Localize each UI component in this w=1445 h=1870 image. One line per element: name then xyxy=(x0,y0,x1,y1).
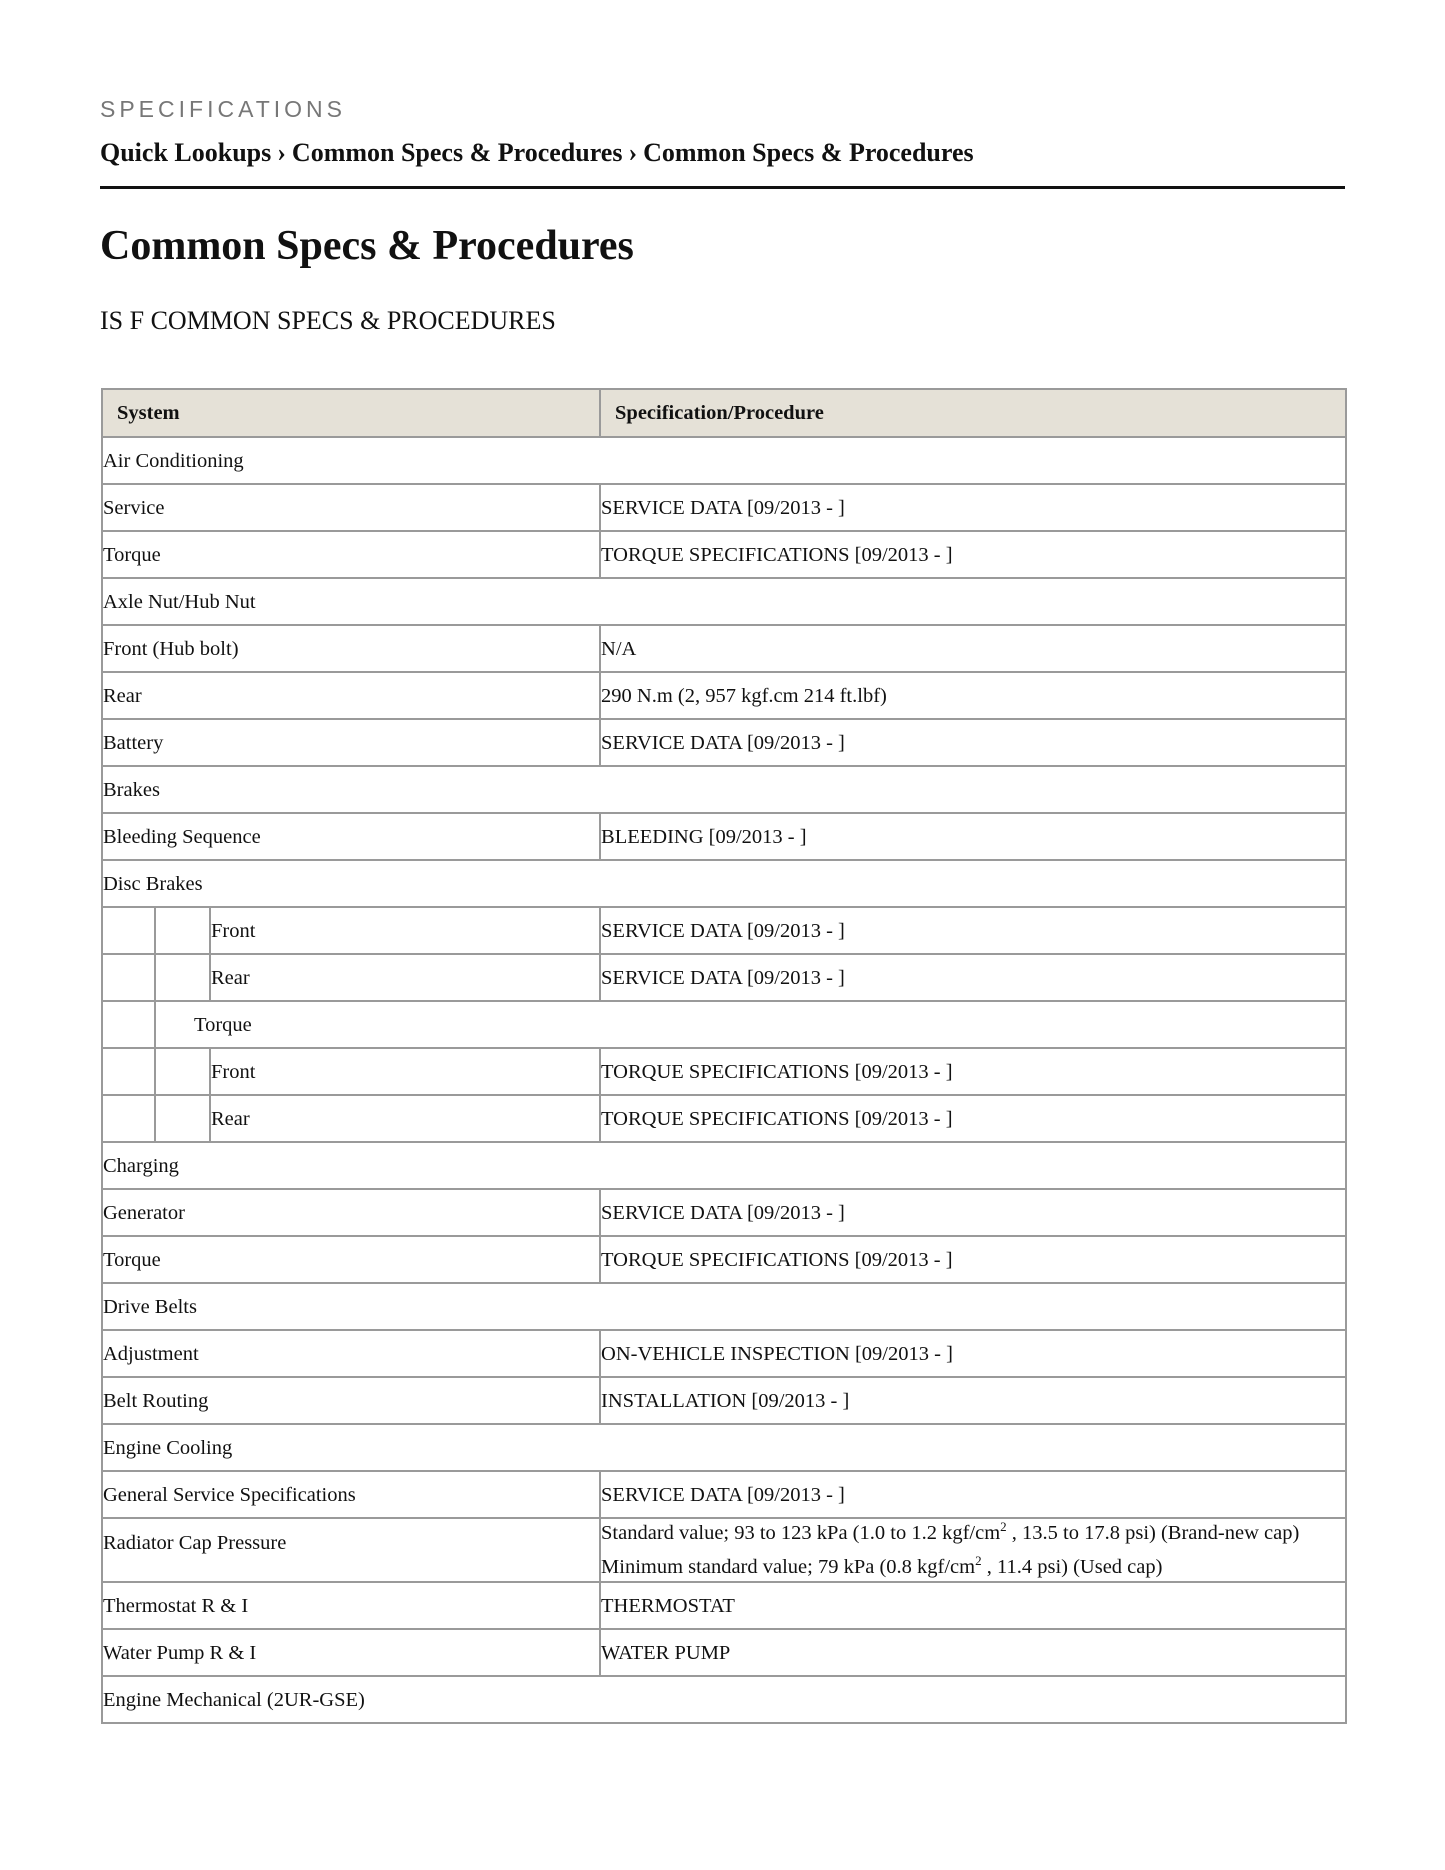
spec-link[interactable]: TORQUE SPECIFICATIONS [09/2013 - ] xyxy=(600,1095,1346,1142)
spec-link[interactable]: SERVICE DATA [09/2013 - ] xyxy=(600,1189,1346,1236)
table-header-row xyxy=(102,389,1346,437)
spec-text: , 13.5 to 17.8 psi) (Brand-new cap) xyxy=(1006,1522,1300,1544)
spec-line xyxy=(601,1519,1345,1547)
specs-table xyxy=(101,388,1347,1724)
table-row xyxy=(102,484,1346,531)
indent-cell xyxy=(155,1048,210,1095)
system-group-label: Brakes xyxy=(102,766,1346,813)
system-label: Torque xyxy=(102,1236,600,1283)
system-label: Battery xyxy=(102,719,600,766)
system-group-label: Engine Cooling xyxy=(102,1424,1346,1471)
breadcrumb-separator: › xyxy=(628,138,638,167)
indent-cell xyxy=(102,1095,155,1142)
system-label: Rear xyxy=(210,1095,600,1142)
table-row xyxy=(102,1283,1346,1330)
system-subgroup-label: Torque xyxy=(155,1001,1346,1048)
table-row xyxy=(102,1424,1346,1471)
spec-value-multiline xyxy=(600,1518,1346,1582)
table-row xyxy=(102,907,1346,954)
system-label: Adjustment xyxy=(102,1330,600,1377)
spec-link[interactable]: SERVICE DATA [09/2013 - ] xyxy=(600,484,1346,531)
system-label: Service xyxy=(102,484,600,531)
system-label: General Service Specifications xyxy=(102,1471,600,1518)
table-row xyxy=(102,1142,1346,1189)
system-label: Generator xyxy=(102,1189,600,1236)
page-subtitle: IS F COMMON SPECS & PROCEDURES xyxy=(100,306,556,335)
table-row xyxy=(102,1001,1346,1048)
indent-cell xyxy=(102,1001,155,1048)
indent-cell xyxy=(102,907,155,954)
spec-link[interactable]: SERVICE DATA [09/2013 - ] xyxy=(600,1471,1346,1518)
table-row xyxy=(102,1377,1346,1424)
section-eyebrow: SPECIFICATIONS xyxy=(100,96,346,122)
table-row xyxy=(102,1189,1346,1236)
table-row xyxy=(102,437,1346,484)
indent-cell xyxy=(155,1095,210,1142)
spec-value: 290 N.m (2, 957 kgf.cm 214 ft.lbf) xyxy=(600,672,1346,719)
table-row xyxy=(102,719,1346,766)
system-group-label: Engine Mechanical (2UR-GSE) xyxy=(102,1676,1346,1723)
table-row xyxy=(102,1330,1346,1377)
spec-line xyxy=(601,1553,1345,1581)
column-header-spec: Specification/Procedure xyxy=(600,389,1346,437)
spec-link[interactable]: ON-VEHICLE INSPECTION [09/2013 - ] xyxy=(600,1330,1346,1377)
spec-link[interactable]: SERVICE DATA [09/2013 - ] xyxy=(600,954,1346,1001)
table-row xyxy=(102,578,1346,625)
system-label: Torque xyxy=(102,531,600,578)
system-label: Front (Hub bolt) xyxy=(102,625,600,672)
indent-cell xyxy=(102,1048,155,1095)
table-row xyxy=(102,672,1346,719)
indent-cell xyxy=(155,954,210,1001)
system-label: Rear xyxy=(210,954,600,1001)
table-row xyxy=(102,1048,1346,1095)
table-row xyxy=(102,860,1346,907)
spec-link[interactable]: SERVICE DATA [09/2013 - ] xyxy=(600,907,1346,954)
spec-value: N/A xyxy=(600,625,1346,672)
system-label: Bleeding Sequence xyxy=(102,813,600,860)
indent-cell xyxy=(155,907,210,954)
breadcrumb-item-quick-lookups[interactable]: Quick Lookups xyxy=(100,138,272,167)
spec-text: , 11.4 psi) (Used cap) xyxy=(981,1556,1163,1578)
system-group-label: Air Conditioning xyxy=(102,437,1346,484)
spec-link[interactable]: SERVICE DATA [09/2013 - ] xyxy=(600,719,1346,766)
spec-link[interactable]: WATER PUMP xyxy=(600,1629,1346,1676)
system-group-label: Axle Nut/Hub Nut xyxy=(102,578,1346,625)
table-row xyxy=(102,531,1346,578)
system-subgroup-label: Disc Brakes xyxy=(102,860,1346,907)
table-row xyxy=(102,766,1346,813)
system-group-label: Charging xyxy=(102,1142,1346,1189)
table-row xyxy=(102,625,1346,672)
system-label: Thermostat R & I xyxy=(102,1582,600,1629)
page-title: Common Specs & Procedures xyxy=(100,223,634,269)
superscript: 2 xyxy=(1000,1519,1007,1535)
indent-cell xyxy=(102,954,155,1001)
system-label: Belt Routing xyxy=(102,1377,600,1424)
system-label: Radiator Cap Pressure xyxy=(102,1518,600,1582)
spec-link[interactable]: TORQUE SPECIFICATIONS [09/2013 - ] xyxy=(600,1048,1346,1095)
table-row xyxy=(102,954,1346,1001)
system-label: Front xyxy=(210,907,600,954)
spec-link[interactable]: THERMOSTAT xyxy=(600,1582,1346,1629)
breadcrumb-separator: › xyxy=(277,138,286,167)
spec-link[interactable]: TORQUE SPECIFICATIONS [09/2013 - ] xyxy=(600,1236,1346,1283)
spec-link[interactable]: BLEEDING [09/2013 - ] xyxy=(600,813,1346,860)
spec-text: Standard value; 93 to 123 kPa (1.0 to 1.2 kgf/cm xyxy=(601,1522,1001,1544)
table-row xyxy=(102,1518,1346,1582)
table-row xyxy=(102,1676,1346,1723)
header-divider xyxy=(100,186,1345,189)
table-row xyxy=(102,1236,1346,1283)
table-row xyxy=(102,1582,1346,1629)
breadcrumb-item-current: Common Specs & Procedures xyxy=(643,138,974,167)
breadcrumb-item-common-specs[interactable]: Common Specs & Procedures xyxy=(291,138,623,167)
superscript: 2 xyxy=(975,1553,982,1569)
spec-text: Minimum standard value; 79 kPa (0.8 kgf/cm xyxy=(601,1556,976,1578)
table-row xyxy=(102,1629,1346,1676)
column-header-system: System xyxy=(102,389,600,437)
table-row xyxy=(102,813,1346,860)
system-group-label: Drive Belts xyxy=(102,1283,1346,1330)
table-row xyxy=(102,1471,1346,1518)
system-label: Front xyxy=(210,1048,600,1095)
spec-link[interactable]: INSTALLATION [09/2013 - ] xyxy=(600,1377,1346,1424)
system-label: Rear xyxy=(102,672,600,719)
spec-link[interactable]: TORQUE SPECIFICATIONS [09/2013 - ] xyxy=(600,531,1346,578)
system-label: Water Pump R & I xyxy=(102,1629,600,1676)
table-row xyxy=(102,1095,1346,1142)
breadcrumb xyxy=(100,138,974,168)
